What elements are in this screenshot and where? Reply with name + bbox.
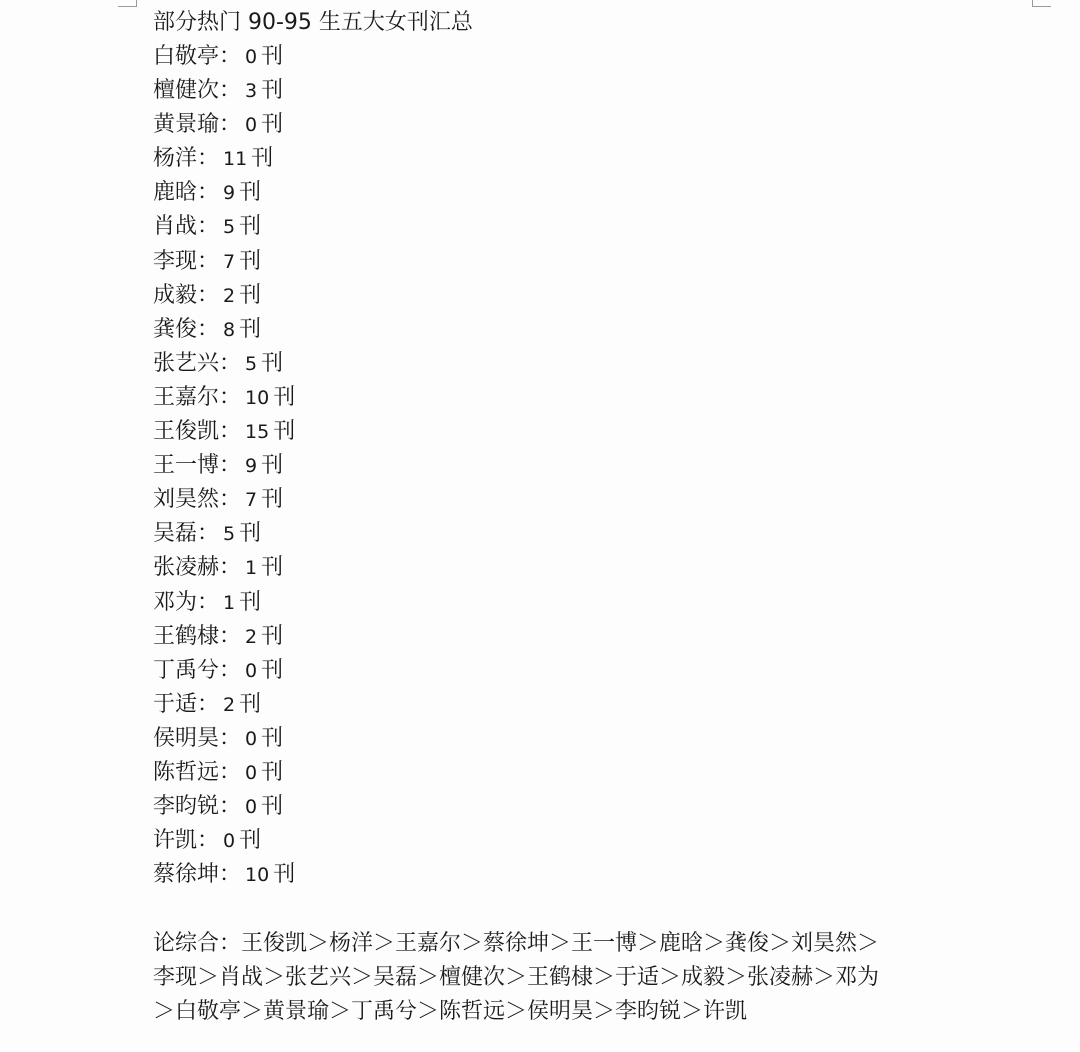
- entry-unit: 刊: [239, 214, 262, 240]
- list-item: [153, 858, 933, 892]
- ranking-summary: [153, 927, 923, 1029]
- entry-unit: 刊: [273, 384, 296, 410]
- entry-count: 7: [245, 489, 258, 512]
- entry-separator: ：: [197, 691, 220, 717]
- entry-name: 侯明昊: [153, 725, 220, 751]
- entry-unit: 刊: [239, 521, 262, 547]
- summary-line: 李现＞肖战＞张艺兴＞吴磊＞檀健次＞王鹤棣＞于适＞成毅＞张凌赫＞邓为: [153, 965, 880, 991]
- entry-count: 8: [223, 318, 236, 341]
- entry-name: 白敬亭: [153, 44, 220, 69]
- list-item: [153, 74, 933, 108]
- entry-unit: 刊: [261, 759, 284, 785]
- list-item: [153, 654, 933, 688]
- list-item: [153, 722, 933, 756]
- entry-unit: 刊: [239, 828, 262, 854]
- page-corner-mark-right: [1032, 0, 1051, 7]
- entry-separator: ：: [219, 759, 242, 785]
- entry-separator: ：: [219, 350, 242, 376]
- entry-count: 9: [223, 182, 236, 205]
- entry-name: 张艺兴: [153, 350, 220, 376]
- list-item: [153, 756, 933, 790]
- list-item: [153, 142, 933, 176]
- entry-separator: ：: [219, 725, 242, 751]
- entry-count: 10: [245, 864, 270, 887]
- list-item: [153, 176, 933, 210]
- entry-separator: ：: [219, 44, 242, 69]
- entry-unit: 刊: [261, 44, 284, 69]
- entry-name: 王俊凯: [153, 419, 220, 445]
- entry-count: 10: [245, 386, 270, 409]
- summary-line: 论综合：王俊凯＞杨洋＞王嘉尔＞蔡徐坤＞王一博＞鹿晗＞龚俊＞刘昊然＞: [153, 931, 880, 957]
- entry-count: 0: [245, 761, 258, 784]
- entry-separator: ：: [197, 214, 220, 240]
- entry-unit: 刊: [261, 725, 284, 751]
- entry-separator: ：: [219, 794, 242, 820]
- entry-unit: 刊: [261, 555, 284, 581]
- document-body: [153, 6, 933, 1029]
- entry-name: 杨洋: [153, 146, 198, 172]
- entry-separator: ：: [197, 316, 220, 342]
- entry-name: 王嘉尔: [153, 384, 220, 410]
- list-item: [153, 381, 933, 415]
- entry-count: 1: [245, 557, 258, 580]
- entry-name: 黄景瑜: [153, 112, 220, 138]
- entry-name: 许凯: [153, 828, 198, 854]
- entry-separator: ：: [219, 862, 242, 888]
- entry-list: [153, 40, 933, 892]
- entry-count: 5: [245, 352, 258, 375]
- entry-name: 李昀锐: [153, 794, 220, 820]
- entry-name: 李现: [153, 248, 198, 274]
- list-item: [153, 210, 933, 244]
- entry-separator: ：: [219, 555, 242, 581]
- entry-count: 5: [223, 216, 236, 239]
- entry-name: 龚俊: [153, 316, 198, 342]
- list-item: [153, 517, 933, 551]
- entry-separator: ：: [197, 180, 220, 206]
- entry-name: 张凌赫: [153, 555, 220, 581]
- list-item: [153, 279, 933, 313]
- entry-unit: 刊: [261, 453, 284, 479]
- entry-unit: 刊: [261, 350, 284, 376]
- entry-separator: ：: [197, 248, 220, 274]
- entry-count: 7: [223, 250, 236, 273]
- entry-unit: 刊: [261, 794, 284, 820]
- list-item: [153, 586, 933, 620]
- entry-count: 0: [245, 114, 258, 137]
- entry-count: 5: [223, 523, 236, 546]
- entry-name: 刘昊然: [153, 487, 220, 513]
- entry-name: 成毅: [153, 282, 198, 308]
- list-item: [153, 108, 933, 142]
- entry-separator: ：: [197, 521, 220, 547]
- entry-unit: 刊: [261, 487, 284, 513]
- entry-count: 2: [223, 693, 236, 716]
- entry-separator: ：: [219, 112, 242, 138]
- entry-name: 蔡徐坤: [153, 862, 220, 888]
- entry-separator: ：: [197, 589, 220, 615]
- entry-count: 0: [245, 727, 258, 750]
- entry-unit: 刊: [239, 589, 262, 615]
- entry-separator: ：: [219, 487, 242, 513]
- entry-separator: ：: [219, 623, 242, 649]
- entry-count: 2: [245, 625, 258, 648]
- list-item: [153, 824, 933, 858]
- list-item: [153, 790, 933, 824]
- entry-unit: 刊: [261, 78, 284, 104]
- entry-unit: 刊: [239, 282, 262, 308]
- entry-unit: 刊: [251, 146, 274, 172]
- entry-separator: ：: [219, 453, 242, 479]
- entry-count: 2: [223, 284, 236, 307]
- list-item: [153, 688, 933, 722]
- entry-separator: ：: [219, 78, 242, 104]
- entry-separator: ：: [197, 828, 220, 854]
- list-item: [153, 483, 933, 517]
- entry-unit: 刊: [239, 248, 262, 274]
- entry-count: 0: [245, 659, 258, 682]
- entry-unit: 刊: [239, 691, 262, 717]
- entry-separator: ：: [197, 146, 220, 172]
- entry-name: 肖战: [153, 214, 198, 240]
- entry-unit: 刊: [239, 180, 262, 206]
- entry-count: 3: [245, 80, 258, 103]
- entry-name: 檀健次: [153, 78, 220, 104]
- entry-count: 15: [245, 421, 270, 444]
- entry-name: 丁禹兮: [153, 657, 220, 683]
- list-item: [153, 449, 933, 483]
- list-item: [153, 347, 933, 381]
- entry-count: 0: [245, 46, 258, 68]
- entry-name: 吴磊: [153, 521, 198, 547]
- entry-name: 邓为: [153, 589, 198, 615]
- document-title: 部分热门 90-95 生五大女刊汇总: [153, 10, 473, 35]
- list-item: [153, 620, 933, 654]
- entry-count: 9: [245, 455, 258, 478]
- list-item: [153, 551, 933, 585]
- summary-line: ＞白敬亭＞黄景瑜＞丁禹兮＞陈哲远＞侯明昊＞李昀锐＞许凯: [153, 999, 748, 1025]
- list-item: [153, 245, 933, 279]
- list-item: [153, 313, 933, 347]
- entry-unit: 刊: [239, 316, 262, 342]
- entry-separator: ：: [219, 657, 242, 683]
- entry-name: 鹿晗: [153, 180, 198, 206]
- entry-separator: ：: [219, 384, 242, 410]
- entry-unit: 刊: [273, 419, 296, 445]
- entry-unit: 刊: [261, 657, 284, 683]
- entry-count: 0: [245, 796, 258, 819]
- page-corner-mark-left: [118, 0, 137, 7]
- entry-count: 11: [223, 148, 248, 171]
- entry-count: 0: [223, 830, 236, 853]
- entry-unit: 刊: [261, 112, 284, 138]
- entry-name: 于适: [153, 691, 198, 717]
- entry-separator: ：: [197, 282, 220, 308]
- entry-name: 王一博: [153, 453, 220, 479]
- list-item: [153, 415, 933, 449]
- entry-count: 1: [223, 591, 236, 614]
- entry-name: 陈哲远: [153, 759, 220, 785]
- entry-name: 王鹤棣: [153, 623, 220, 649]
- list-item: [153, 40, 933, 74]
- entry-unit: 刊: [273, 862, 296, 888]
- entry-unit: 刊: [261, 623, 284, 649]
- entry-separator: ：: [219, 419, 242, 445]
